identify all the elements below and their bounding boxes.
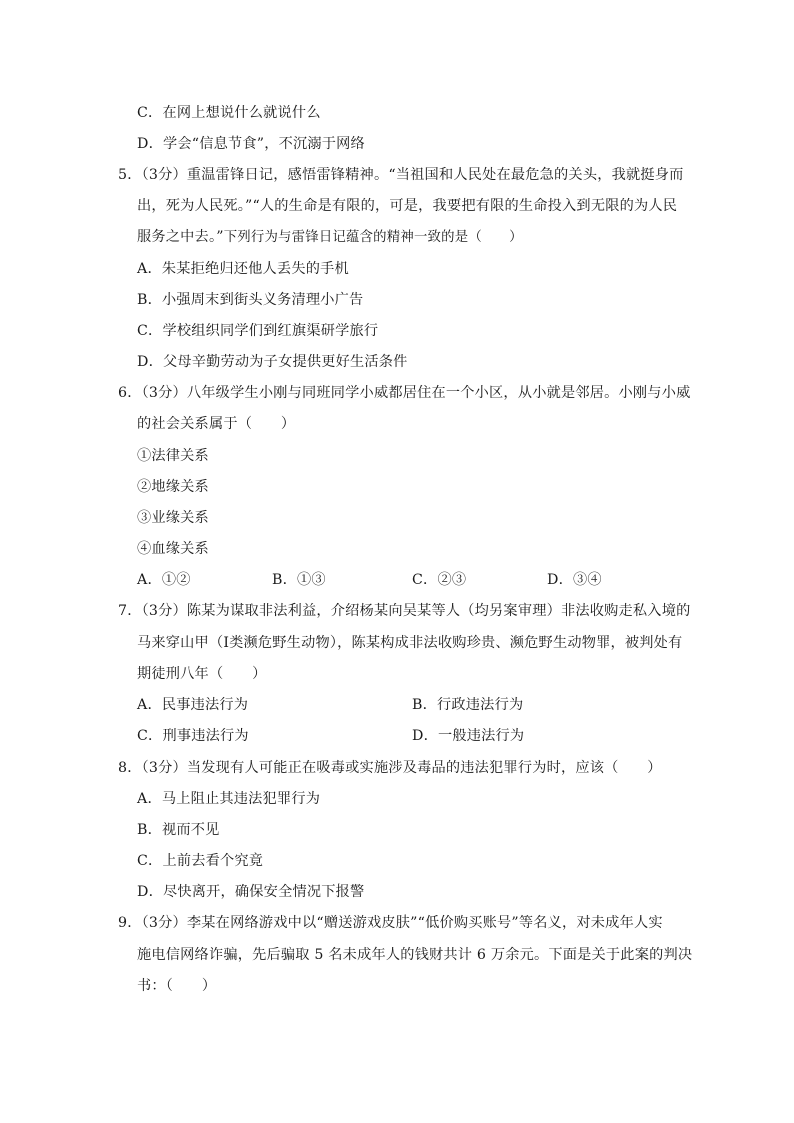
q8-option-b: B．视而不见 bbox=[137, 822, 220, 838]
q7-stem-line1: 7．（3分）陈某为谋取非法利益，介绍杨某向吴某等人（均另案审理）非法收购走私入境的 bbox=[118, 603, 691, 619]
q7-option-a: A．民事违法行为 bbox=[137, 697, 249, 713]
q6-option-a: A．①② bbox=[137, 572, 191, 588]
q7-option-c: C．刑事违法行为 bbox=[137, 728, 249, 744]
q9-stem-line1: 9．（3分）李某在网络游戏中以“赠送游戏皮肤”“低价购买账号”等名义，对未成年人实 bbox=[118, 915, 663, 931]
q5-option-c: C．学校组织同学们到红旗渠研学旅行 bbox=[137, 323, 379, 339]
q6-item-3: ③业缘关系 bbox=[137, 510, 209, 526]
q5-stem-line1: 5．（3分）重温雷锋日记，感悟雷锋精神。“当祖国和人民处在最危急的关头，我就挺身而 bbox=[118, 167, 684, 183]
q6-option-b: B．①③ bbox=[272, 572, 326, 588]
q5-stem-line3-question: 下列行为与雷锋日记蕴含的精神一致的是（ ） bbox=[223, 230, 523, 245]
q8-option-a: A．马上阻止其违法犯罪行为 bbox=[137, 791, 321, 807]
q4-option-d: D．学会“信息节食”，不沉溺于网络 bbox=[137, 136, 365, 152]
q9-stem-line3: 书：（ ） bbox=[137, 978, 217, 994]
q5-stem-line2: 出，死为人民死。”“人的生命是有限的，可是，我要把有限的生命投入到无限的为人民 bbox=[137, 198, 678, 214]
q5-stem-line3-quote: 服务之中去。” bbox=[137, 229, 224, 245]
q5-option-b: B．小强周末到街头义务清理小广告 bbox=[137, 292, 364, 308]
q8-option-c: C．上前去看个究竟 bbox=[137, 853, 264, 869]
q8-stem-line1: 8．（3分）当发现有人可能正在吸毒或实施涉及毒品的违法犯罪行为时，应该（ ） bbox=[118, 760, 662, 776]
q6-item-1: ①法律关系 bbox=[137, 448, 209, 464]
q7-option-d: D．一般违法行为 bbox=[412, 728, 525, 744]
q6-item-2: ②地缘关系 bbox=[137, 479, 209, 495]
q5-stem-line3 bbox=[137, 227, 523, 248]
q4-option-c: C．在网上想说什么就说什么 bbox=[137, 105, 321, 121]
q9-stem-line2: 施电信网络诈骗，先后骗取 5 名未成年人的钱财共计 6 万余元。下面是关于此案的判决 bbox=[137, 947, 693, 963]
q7-stem-line2: 马来穿山甲（Ⅰ类濒危野生动物），陈某构成非法收购珍贵、濒危野生动物罪，被判处有 bbox=[137, 635, 683, 651]
q6-stem-line1: 6．（3分）八年级学生小刚与同班同学小威都居住在一个小区，从小就是邻居。小刚与小威 bbox=[118, 385, 691, 401]
q6-option-c: C．②③ bbox=[412, 572, 467, 588]
q8-option-d: D．尽快离开，确保安全情况下报警 bbox=[137, 884, 365, 900]
q7-option-b: B．行政违法行为 bbox=[412, 697, 524, 713]
q7-stem-line3: 期徒刑八年（ ） bbox=[137, 666, 267, 682]
q5-option-d: D．父母辛勤劳动为子女提供更好生活条件 bbox=[137, 354, 408, 370]
q6-option-d: D．③④ bbox=[547, 572, 602, 588]
q5-option-a: A．朱某拒绝归还他人丢失的手机 bbox=[137, 261, 349, 277]
q6-item-4: ④血缘关系 bbox=[137, 541, 209, 557]
q6-stem-line2: 的社会关系属于（ ） bbox=[137, 416, 296, 432]
